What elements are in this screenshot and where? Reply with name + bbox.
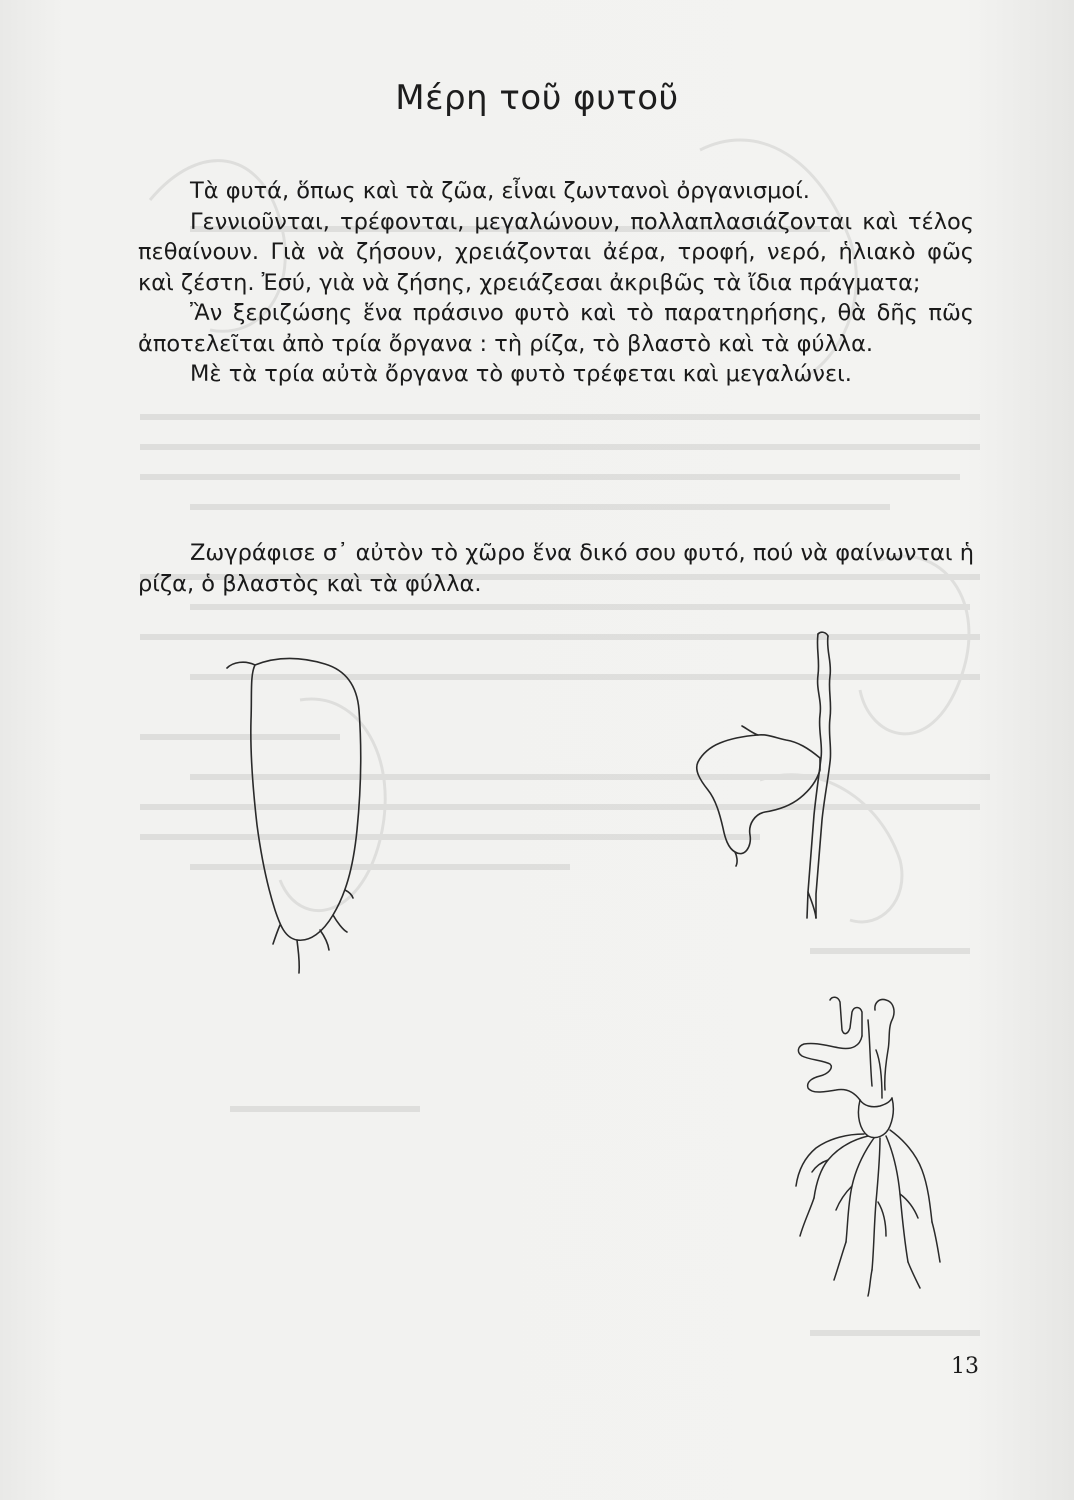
page-title: Μέρη τοῦ φυτοῦ: [395, 78, 679, 118]
root-sketch-drawing: [225, 640, 405, 980]
drawing-instruction: Ζωγράφισε σ᾿ αὐτὸν τὸ χῶρο ἕνα δικό σου φυτό, πού νὰ φαίνωνται ἡ ρίζα, ὁ βλαστὸς καὶ τὰ φύλλα.: [138, 540, 974, 597]
drawing-instruction-block: [138, 538, 974, 599]
paragraph-organs: Ἂν ξεριζώσης ἕνα πράσινο φυτὸ καὶ τὸ παρατηρήσης, θὰ δῆς πῶς ἀποτελεῖται ἀπὸ τρία ὄργανα : τὴ ρίζα, τὸ βλαστὸ καὶ τὰ φύλλα.: [138, 300, 974, 357]
stem-leaf-sketch-drawing: [690, 630, 860, 920]
paragraph-life-needs: Γεννιοῦνται, τρέφονται, μεγαλώνουν, πολλαπλασιάζονται καὶ τέλος πεθαίνουν. Γιὰ νὰ ζήσουν, χρειάζονται ἀέρα, τροφή, νερό, ἡλιακὸ φῶς καὶ ζέστη. Ἐσύ, γιὰ νὰ ζήσης, χρειάζεσαι ἀκριβῶς τὰ ἴδια πράγματα;: [138, 208, 974, 296]
paragraph-intro: Τὰ φυτά, ὅπως καὶ τὰ ζῶα, εἶναι ζωντανοὶ ὀργανισμοί.: [190, 178, 810, 204]
main-text: [138, 176, 974, 390]
page-number: 13: [951, 1354, 979, 1379]
fibrous-roots-sketch-drawing: [790, 990, 950, 1300]
paragraph-growth: Μὲ τὰ τρία αὐτὰ ὄργανα τὸ φυτὸ τρέφεται καὶ μεγαλώνει.: [190, 361, 852, 387]
